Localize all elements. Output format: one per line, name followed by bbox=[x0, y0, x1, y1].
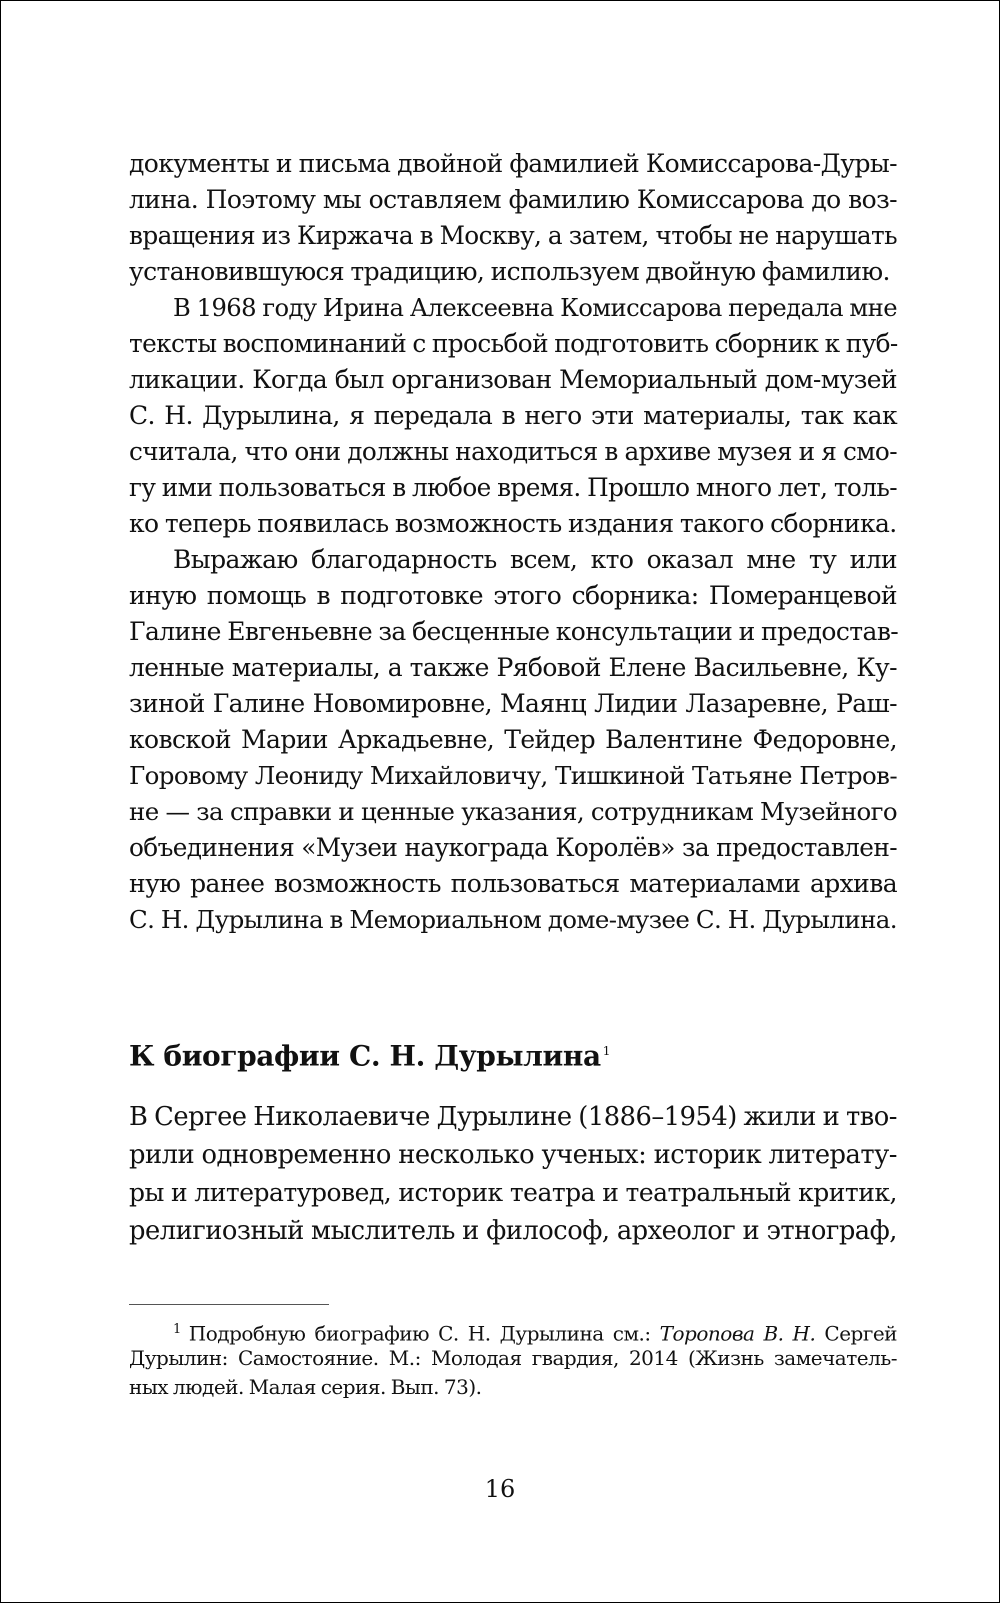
body-line: ликации. Когда был организован Мемориальный дом-музей bbox=[129, 365, 897, 394]
body-line: С. Н. Дурылина в Мемориальном доме-музее С. Н. Дурылина. bbox=[129, 905, 897, 934]
bio-line: В Сергее Николаевиче Дурылине (1886–1954) жили и тво- bbox=[129, 1102, 897, 1132]
body-line: С. Н. Дурылина, я передала в него эти материалы, так как bbox=[129, 401, 897, 430]
body-line: вращения из Киржача в Москву, а затем, чтобы не нарушать bbox=[129, 221, 897, 250]
page-number: 16 bbox=[484, 1475, 516, 1503]
body-line: иную помощь в подготовке этого сборника: Померанцевой bbox=[129, 581, 897, 610]
body-line: зиной Галине Новомировне, Маянц Лидии Лазаревне, Раш- bbox=[129, 689, 897, 718]
body-line: считала, что они должны находиться в архиве музея и я смо- bbox=[129, 437, 897, 466]
footnote-text: Сергей bbox=[815, 1321, 898, 1346]
footnote-line: ных людей. Малая серия. Вып. 73). bbox=[129, 1375, 482, 1399]
body-line: ленные материалы, а также Рябовой Елене Васильевне, Ку- bbox=[129, 653, 897, 682]
footnote-mark: 1 bbox=[173, 1322, 181, 1337]
section-heading-text: К биографии С. Н. Дурылина bbox=[129, 1039, 601, 1073]
body-line-paragraph-start: Выражаю благодарность всем, кто оказал мне ту или bbox=[173, 545, 897, 574]
footnote-author: Торопова В. Н. bbox=[659, 1321, 816, 1346]
body-line-paragraph-start: В 1968 году Ирина Алексеевна Комиссарова передала мне bbox=[173, 293, 897, 322]
body-line: гу ими пользоваться в любое время. Прошло много лет, толь- bbox=[129, 473, 897, 502]
body-line: ковской Марии Аркадьевне, Тейдер Валентине Федоровне, bbox=[129, 725, 897, 754]
bio-line: ры и литературовед, историк театра и театральный критик, bbox=[129, 1178, 897, 1207]
body-line: объединения «Музеи наукограда Королёв» за предоставлен- bbox=[129, 833, 897, 862]
body-line: Горовому Леониду Михайловичу, Тишкиной Татьяне Петров- bbox=[129, 761, 897, 790]
footnote-line: Дурылин: Самостояние. М.: Молодая гвардия, 2014 (Жизнь замечатель- bbox=[129, 1346, 897, 1370]
bio-line: рили одновременно несколько ученых: историк литерату- bbox=[129, 1140, 897, 1170]
body-line: Галине Евгеньевне за бесценные консультации и предостав- bbox=[129, 617, 899, 646]
body-line: тексты воспоминаний с просьбой подготовить сборник к пуб- bbox=[129, 329, 898, 358]
body-line: ную ранее возможность пользоваться материалами архива bbox=[129, 869, 897, 898]
footnote-divider bbox=[129, 1304, 329, 1305]
body-line: не — за справки и ценные указания, сотрудникам Музейного bbox=[129, 797, 897, 826]
body-line: ко теперь появилась возможность издания такого сборника. bbox=[129, 509, 897, 538]
footnote-reference[interactable]: 1 bbox=[602, 1044, 610, 1058]
footnote-text: Подробную биографию С. Н. Дурылина см.: bbox=[188, 1321, 660, 1346]
body-line: установившуюся традицию, используем двойную фамилию. bbox=[129, 257, 890, 286]
body-line: лина. Поэтому мы оставляем фамилию Комиссарова до воз- bbox=[129, 185, 897, 214]
section-heading bbox=[129, 1031, 610, 1076]
body-line: документы и письма двойной фамилией Комиссарова-Дуры- bbox=[129, 149, 897, 178]
bio-line: религиозный мыслитель и философ, археолог и этнограф, bbox=[129, 1216, 897, 1246]
